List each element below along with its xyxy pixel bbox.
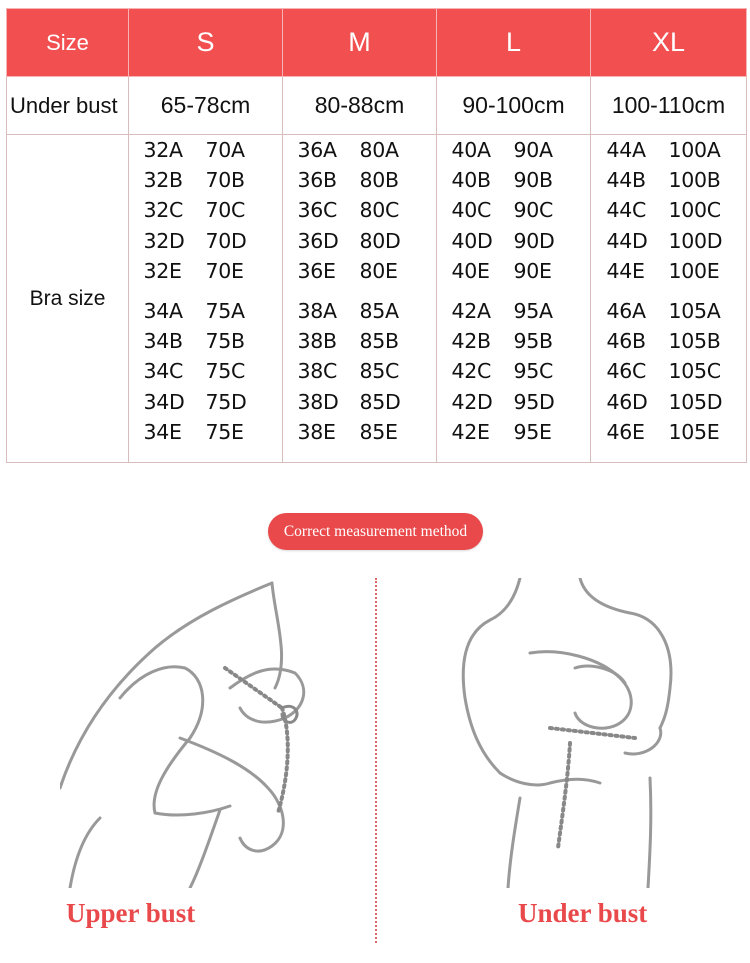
bra-size-cell-s (129, 135, 283, 463)
band-cup-size: 34A (143, 299, 183, 324)
band-cup-size: 36C (297, 198, 337, 223)
metric-cup-size: 100A (668, 138, 721, 162)
bra-size-label: Bra size (7, 135, 129, 463)
band-cup-size: 38A (297, 299, 337, 324)
metric-cup-size: 105A (668, 299, 721, 324)
band-cup-size: 46E (606, 419, 645, 444)
metric-cup-size: 75B (205, 329, 245, 354)
bra-size-group (129, 296, 282, 447)
bra-size-row-entry (591, 256, 746, 286)
metric-cup-size: 70E (205, 258, 244, 283)
metric-cup-size: 85E (359, 419, 398, 444)
band-cup-size: 42E (451, 419, 490, 444)
band-cup-size: 42C (451, 359, 491, 384)
metric-cup-size: 90B (513, 168, 553, 193)
metric-cup-size: 95D (513, 389, 555, 414)
size-header-label: Size (7, 9, 129, 77)
band-cup-size: 38C (297, 359, 337, 384)
bra-size-row-entry (437, 356, 590, 386)
band-cup-size: 46C (606, 359, 646, 384)
measurement-method-badge: Correct measurement method (268, 513, 483, 550)
band-cup-size: 34E (143, 419, 182, 444)
metric-cup-size: 85B (359, 329, 399, 354)
bra-size-group (283, 135, 436, 286)
metric-cup-size: 75D (205, 389, 247, 414)
band-cup-size: 40A (451, 138, 491, 162)
under-bust-m: 80-88cm (283, 77, 437, 135)
band-cup-size: 34C (143, 359, 183, 384)
metric-cup-size: 100C (668, 198, 721, 223)
metric-cup-size: 105E (668, 419, 720, 444)
bra-size-row-entry (129, 296, 282, 326)
metric-cup-size: 70C (205, 198, 245, 223)
bra-size-row-entry (129, 195, 282, 225)
bra-size-row-entry (129, 226, 282, 256)
metric-cup-size: 95E (513, 419, 552, 444)
metric-cup-size: 85D (359, 389, 401, 414)
metric-cup-size: 105D (668, 389, 723, 414)
band-cup-size: 38B (297, 329, 337, 354)
band-cup-size: 44D (606, 228, 648, 253)
band-cup-size: 46B (606, 329, 646, 354)
band-cup-size: 36B (297, 168, 337, 193)
bra-size-row-entry (437, 296, 590, 326)
bra-size-row-entry (129, 165, 282, 195)
bra-size-group (129, 135, 282, 286)
bra-size-row-entry (591, 195, 746, 225)
band-cup-size: 40B (451, 168, 491, 193)
band-cup-size: 32D (143, 228, 185, 253)
bra-size-row-entry (591, 296, 746, 326)
bra-size-row-entry (437, 165, 590, 195)
bra-size-row-entry (591, 135, 746, 165)
size-header-row (7, 9, 747, 77)
bra-size-row-entry (129, 326, 282, 356)
upper-bust-caption: Upper bust (66, 898, 196, 928)
bra-size-row-entry (591, 417, 746, 447)
bra-size-row-entry (591, 387, 746, 417)
metric-cup-size: 80D (359, 228, 401, 253)
metric-cup-size: 70A (205, 138, 245, 162)
bra-size-cell-m (283, 135, 437, 463)
band-cup-size: 40C (451, 198, 491, 223)
band-cup-size: 40D (451, 228, 493, 253)
size-header-s: S (129, 9, 283, 77)
band-cup-size: 36A (297, 138, 337, 162)
band-cup-size: 32E (143, 258, 182, 283)
upper-bust-measurement-illustration (60, 578, 370, 888)
metric-cup-size: 90C (513, 198, 553, 223)
metric-cup-size: 100E (668, 258, 720, 283)
bra-size-group (591, 296, 746, 447)
under-bust-measurement-illustration (420, 578, 720, 888)
metric-cup-size: 70B (205, 168, 245, 193)
metric-cup-size: 100B (668, 168, 721, 193)
bra-size-row-entry (129, 135, 282, 165)
band-cup-size: 38E (297, 419, 336, 444)
bra-size-row-entry (591, 356, 746, 386)
bra-size-row-entry (283, 165, 436, 195)
bra-size-row-entry (437, 195, 590, 225)
metric-cup-size: 95B (513, 329, 553, 354)
metric-cup-size: 80C (359, 198, 399, 223)
under-bust-label: Under bust (7, 77, 129, 135)
band-cup-size: 32A (143, 138, 183, 162)
metric-cup-size: 80B (359, 168, 399, 193)
band-cup-size: 42B (451, 329, 491, 354)
metric-cup-size: 100D (668, 228, 723, 253)
bra-size-row-entry (437, 256, 590, 286)
bra-size-row-entry (437, 417, 590, 447)
size-chart-table (6, 8, 747, 463)
bra-size-row (7, 135, 747, 463)
band-cup-size: 42A (451, 299, 491, 324)
metric-cup-size: 90E (513, 258, 552, 283)
bra-size-row-entry (283, 417, 436, 447)
metric-cup-size: 85C (359, 359, 399, 384)
band-cup-size: 44E (606, 258, 645, 283)
bra-size-row-entry (283, 195, 436, 225)
bra-size-row-entry (591, 165, 746, 195)
band-cup-size: 46A (606, 299, 646, 324)
metric-cup-size: 95C (513, 359, 553, 384)
bra-size-cell-l (437, 135, 591, 463)
band-cup-size: 40E (451, 258, 490, 283)
band-cup-size: 32C (143, 198, 183, 223)
bra-size-group (591, 135, 746, 286)
bra-size-row-entry (129, 417, 282, 447)
under-bust-l: 90-100cm (437, 77, 591, 135)
metric-cup-size: 85A (359, 299, 399, 324)
under-bust-caption: Under bust (518, 898, 648, 928)
bra-size-group (283, 296, 436, 447)
metric-cup-size: 95A (513, 299, 553, 324)
size-header-xl: XL (591, 9, 747, 77)
band-cup-size: 44C (606, 198, 646, 223)
metric-cup-size: 80E (359, 258, 398, 283)
bra-size-row-entry (591, 326, 746, 356)
band-cup-size: 34B (143, 329, 183, 354)
bra-size-row-entry (437, 326, 590, 356)
metric-cup-size: 75E (205, 419, 244, 444)
bra-size-row-entry (129, 256, 282, 286)
band-cup-size: 42D (451, 389, 493, 414)
bra-size-row-entry (437, 135, 590, 165)
metric-cup-size: 105B (668, 329, 721, 354)
bra-size-row-entry (283, 226, 436, 256)
band-cup-size: 38D (297, 389, 339, 414)
bra-size-row-entry (437, 226, 590, 256)
band-cup-size: 44A (606, 138, 646, 162)
metric-cup-size: 90A (513, 138, 553, 162)
bra-size-group (437, 296, 590, 447)
bra-size-row-entry (129, 387, 282, 417)
metric-cup-size: 80A (359, 138, 399, 162)
bra-size-row-entry (437, 387, 590, 417)
metric-cup-size: 70D (205, 228, 247, 253)
metric-cup-size: 75C (205, 359, 245, 384)
metric-cup-size: 90D (513, 228, 555, 253)
bra-size-cell-xl (591, 135, 747, 463)
metric-cup-size: 105C (668, 359, 721, 384)
bra-size-group (437, 135, 590, 286)
size-header-m: M (283, 9, 437, 77)
bra-size-row-entry (129, 356, 282, 386)
band-cup-size: 36D (297, 228, 339, 253)
bra-size-row-entry (283, 296, 436, 326)
band-cup-size: 32B (143, 168, 183, 193)
bra-size-row-entry (283, 135, 436, 165)
size-header-l: L (437, 9, 591, 77)
dotted-divider (375, 578, 377, 943)
bra-size-row-entry (591, 226, 746, 256)
bra-size-row-entry (283, 326, 436, 356)
under-bust-s: 65-78cm (129, 77, 283, 135)
band-cup-size: 44B (606, 168, 646, 193)
under-bust-xl: 100-110cm (591, 77, 747, 135)
band-cup-size: 36E (297, 258, 336, 283)
bra-size-row-entry (283, 356, 436, 386)
band-cup-size: 34D (143, 389, 185, 414)
metric-cup-size: 75A (205, 299, 245, 324)
bra-size-row-entry (283, 256, 436, 286)
bra-size-row-entry (283, 387, 436, 417)
band-cup-size: 46D (606, 389, 648, 414)
under-bust-row (7, 77, 747, 135)
